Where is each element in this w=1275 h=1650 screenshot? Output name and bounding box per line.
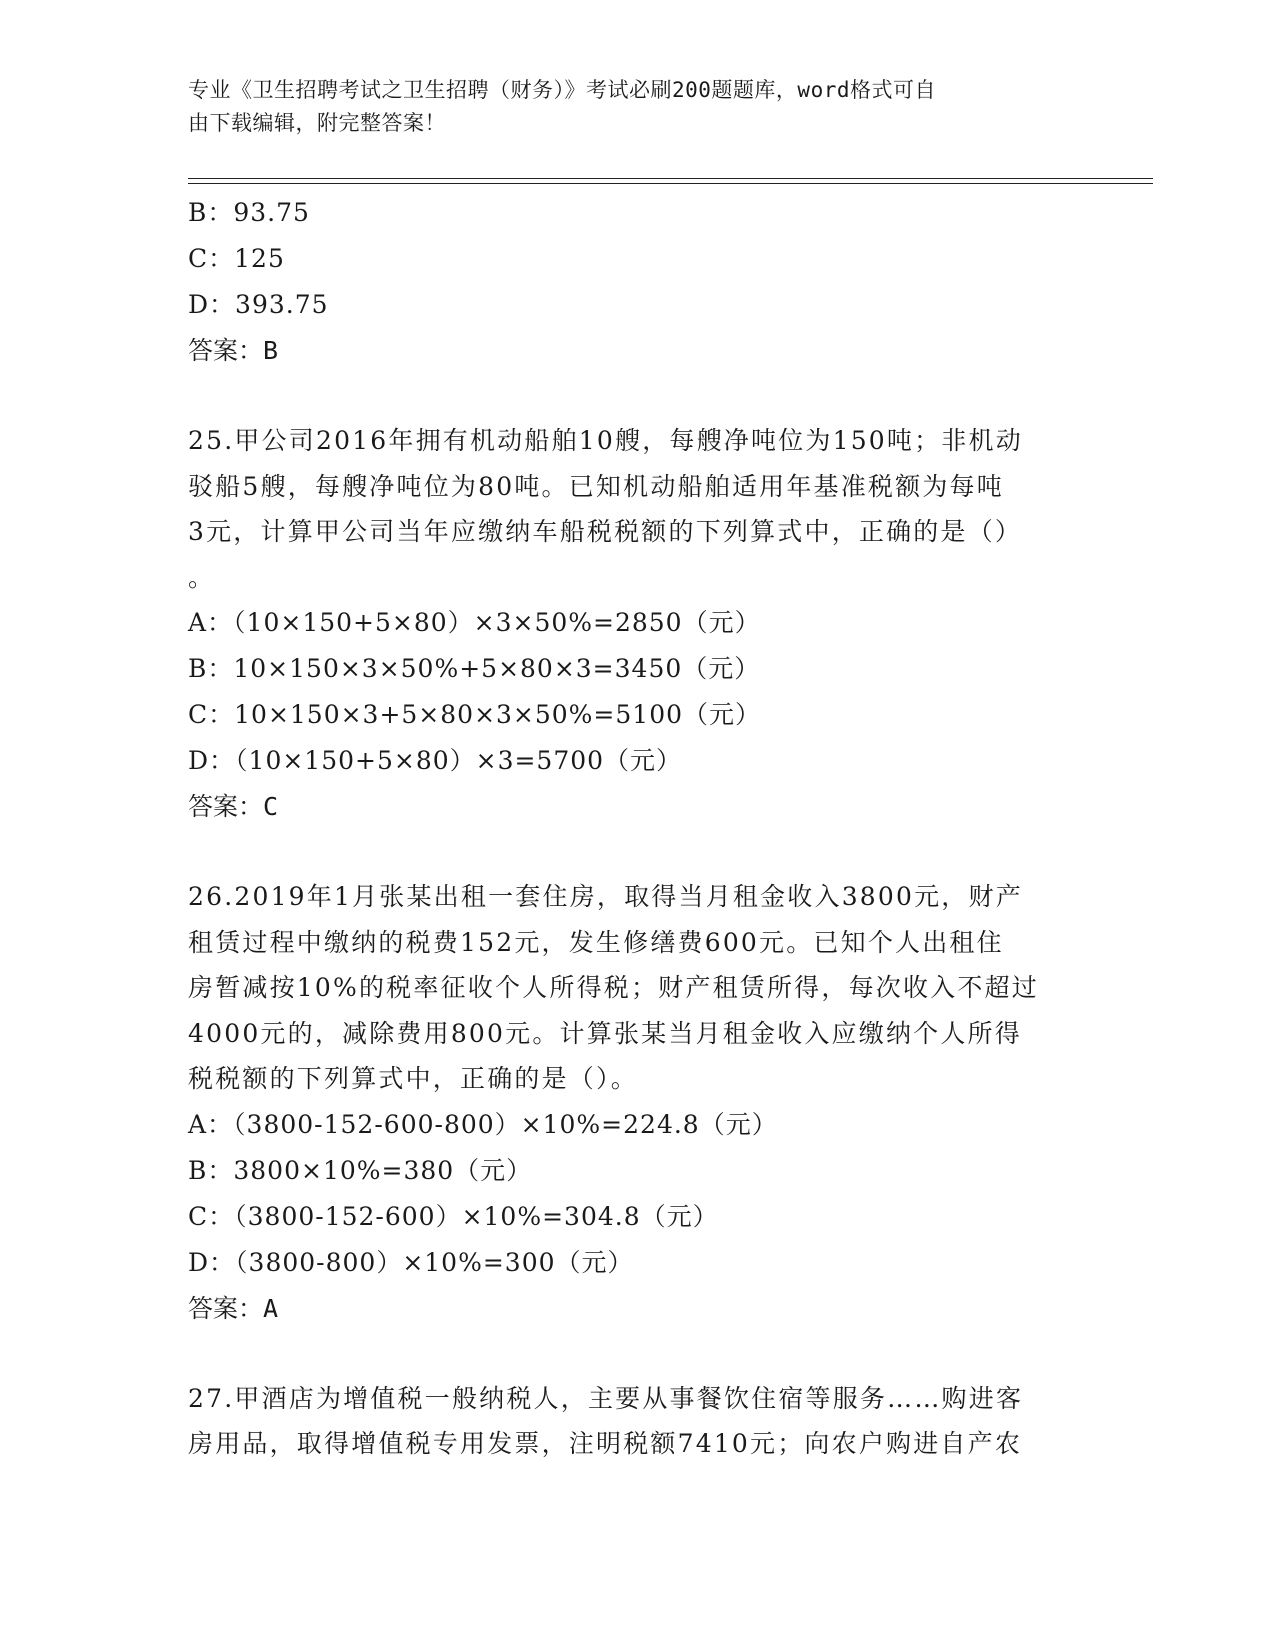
stem-line: 25.甲公司2016年拥有机动船舶10艘，每艘净吨位为150吨；非机动 (188, 426, 1023, 455)
option-d: D：393.75 (188, 290, 329, 319)
stem-line: 房暂减按10%的税率征收个人所得税；财产租赁所得，每次收入不超过 (188, 973, 1039, 1002)
stem-line: 26.2019年1月张某出租一套住房，取得当月租金收入3800元，财产 (188, 882, 1023, 911)
option-b: B：10×150×3×50%+5×80×3=3450（元） (188, 654, 761, 683)
answer: 答案：B (188, 336, 279, 365)
stem-line: 3元，计算甲公司当年应缴纳车船税税额的下列算式中，正确的是（） (188, 517, 1023, 546)
option-d: D：（3800-800）×10%=300（元） (188, 1247, 634, 1277)
option-c: C：10×150×3+5×80×3×50%=5100（元） (188, 700, 762, 729)
spacer (188, 830, 1088, 874)
question-26 (188, 874, 1088, 1332)
page-header (188, 74, 1068, 140)
stem-line: 4000元的，减除费用800元。计算张某当月租金收入应缴纳个人所得 (188, 1018, 1022, 1048)
question-stem (188, 1376, 1078, 1467)
question-stem (188, 874, 1078, 1102)
header-divider (188, 178, 1153, 179)
question-stem (188, 418, 1078, 600)
stem-line: 。 (188, 562, 216, 592)
header-divider (188, 183, 1153, 184)
option-c: C：125 (188, 244, 285, 273)
option-b: B：93.75 (188, 198, 310, 227)
option-c: C：（3800-152-600）×10%=304.8（元） (188, 1201, 719, 1231)
option-a: A：（10×150+5×80）×3×50%=2850（元） (188, 608, 761, 637)
option-a: A：（3800-152-600-800）×10%=224.8（元） (188, 1109, 778, 1139)
prev-question (188, 190, 1088, 374)
header-line: 专业《卫生招聘考试之卫生招聘（财务）》考试必刷200题题库，word格式可自 (188, 78, 936, 102)
spacer (188, 374, 1088, 418)
header-line: 由下载编辑，附完整答案！ (188, 111, 446, 135)
stem-line: 租赁过程中缴纳的税费152元，发生修缮费600元。已知个人出租住 (188, 927, 1004, 957)
spacer (188, 1332, 1088, 1376)
answer: 答案：C (188, 792, 279, 821)
stem-line: 驳船5艘，每艘净吨位为80吨。已知机动船舶适用年基准税额为每吨 (188, 471, 1004, 501)
stem-line: 房用品，取得增值税专用发票，注明税额7410元；向农户购进自产农 (188, 1429, 1023, 1458)
option-d: D：（10×150+5×80）×3=5700（元） (188, 746, 683, 775)
stem-line: 27.甲酒店为增值税一般纳税人，主要从事餐饮住宿等服务……购进客 (188, 1383, 1024, 1413)
stem-line: 税税额的下列算式中，正确的是（）。 (188, 1064, 638, 1093)
option-b: B：3800×10%=380（元） (188, 1155, 533, 1185)
question-content (188, 190, 1088, 1467)
answer: 答案：A (188, 1293, 279, 1323)
question-27 (188, 1376, 1088, 1467)
question-25 (188, 418, 1088, 830)
